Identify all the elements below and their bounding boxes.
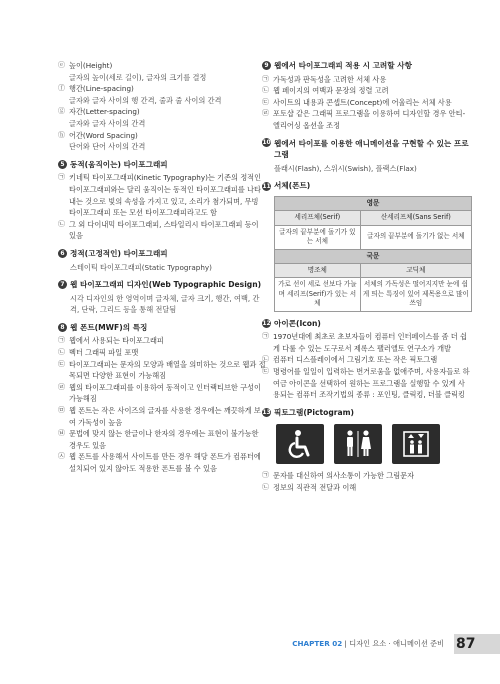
intro-item <box>58 83 266 106</box>
item-marker: ㉤ <box>58 406 65 415</box>
section-heading <box>262 318 470 330</box>
item-marker: ㉠ <box>262 471 269 480</box>
item-marker: ㉡ <box>262 86 269 95</box>
table-column-header: 산세리프체(Sans Serif) <box>360 211 471 225</box>
intro-item <box>58 106 266 129</box>
item-marker: ㉡ <box>262 355 269 364</box>
item-desc: 글자의 높이(세로 길이), 글자의 크기를 결정 <box>69 72 207 82</box>
item-marker: ㉦ <box>58 452 65 461</box>
list-item <box>262 85 470 97</box>
list-item <box>58 347 266 359</box>
section-title: 웹 폰트(MWF)의 특징 <box>70 322 148 332</box>
section-text: 플래시(Flash), 스위시(Swish), 플랙스(Flax) <box>274 163 417 173</box>
item-desc: 글자와 글자 사이의 간격 <box>69 118 146 128</box>
item-text: 명령어를 일일이 입력하는 번거로움을 없애주며, 사용자들로 하여금 아이콘을 선택하여 원하는 프로그램을 실행할 수 있게 사용되는 컴퓨터 조작기법의 종류 : 포인팅, 클릭킹, 더블 클릭킹 <box>273 366 470 400</box>
section-number-badge: 11 <box>262 182 271 190</box>
item-marker: ㉠ <box>58 173 65 182</box>
section-heading <box>262 180 470 192</box>
list-item <box>262 366 470 401</box>
list-item <box>262 108 470 131</box>
item-text: 키네틱 타이포그래피(Kinetic Typography)는 기존의 정적인 타이포그래피와는 달리 움직이는 동적인 타이포그래피를 나타내는 것으로 빛의 속성을 가지고 있고, 소리가 첨가되며, 무빙 타이포그래피 또는 모션 타이포그래피라고도 함 <box>69 173 262 218</box>
list-item <box>58 172 266 218</box>
table-cell: 서체의 가독성은 떨어지지만 눈에 쉽게 띄는 특징이 있어 제목용으로 많이 쓰임 <box>360 278 471 311</box>
item-marker: ㉡ <box>58 348 65 357</box>
left-column <box>58 60 266 475</box>
item-marker: ⓔ <box>58 61 65 69</box>
section-title: 웹에서 타이포그래피 적용 시 고려할 사항 <box>274 61 412 70</box>
section-heading <box>262 60 470 72</box>
item-text: 컴퓨터 디스플레이에서 그림기호 또는 작은 픽토그램 <box>273 355 438 365</box>
item-text: 사이트의 내용과 콘셉트(Concept)에 어울리는 서체 사용 <box>273 97 452 107</box>
section-number-badge: 9 <box>262 61 271 70</box>
page-number: 87 <box>456 636 476 652</box>
section-number-badge: 10 <box>262 138 271 146</box>
item-marker: ㉠ <box>262 332 269 341</box>
item-text: 정보의 직관적 전달과 이해 <box>273 482 357 492</box>
item-marker: ㉢ <box>58 359 65 368</box>
section-title: 아이콘(Icon) <box>274 318 321 328</box>
list-item <box>262 354 470 366</box>
list-item <box>58 405 266 428</box>
section-text: 시각 디자인의 한 영역이며 글자체, 글자 크기, 행간, 여백, 간격, 단락, 그리드 등을 통해 전달됨 <box>70 293 260 315</box>
item-text: 1970년대에 최초로 초보자들이 컴퓨터 인터페이스를 좀 더 쉽게 다룰 수 있는 도구로서 제록스 팰러앨토 연구소가 개발 <box>273 332 467 353</box>
item-marker: ㉣ <box>58 382 65 391</box>
item-marker: ㉥ <box>58 429 65 438</box>
restroom-icon <box>334 424 382 464</box>
item-text: 문자를 대신하여 의사소통이 가능한 그림문자 <box>273 471 415 481</box>
item-marker: ㉠ <box>262 74 269 83</box>
list-item <box>262 470 470 482</box>
item-marker: ㉡ <box>262 482 269 491</box>
section-text: 스테이틱 타이포그래피(Static Typography) <box>70 262 212 272</box>
item-text: 웹의 타이포그래피를 이용하여 동적이고 인터랙티브한 구성이 가능해짐 <box>69 382 261 404</box>
right-column <box>262 60 470 494</box>
list-item <box>262 482 470 494</box>
section-heading <box>58 248 266 260</box>
section-title: 동적(움직이는) 타이포그래피 <box>70 159 168 169</box>
running-footer <box>292 638 444 650</box>
item-marker: ⓖ <box>58 107 65 116</box>
section-title: 웹에서 타이포를 이용한 애니메이션을 구현할 수 있는 프로그램 <box>274 138 469 160</box>
item-title: 자간(Letter-spacing) <box>69 107 140 117</box>
list-item <box>58 219 266 242</box>
section-heading <box>262 138 470 161</box>
item-text: 웹 폰트는 작은 사이즈의 글자를 사용한 경우에는 깨끗하게 보여 가독성이 높음 <box>69 406 261 427</box>
section-heading <box>58 322 266 334</box>
list-item <box>262 331 470 354</box>
item-text: 포토샵 같은 그래픽 프로그램을 이용하여 디자인할 경우 안티-엘리어싱 옵션을 조정 <box>273 109 466 130</box>
list-item <box>58 428 266 451</box>
item-title: 어간(Word Spacing) <box>69 130 138 140</box>
section-title: 서체(폰트) <box>274 181 311 191</box>
item-marker: ㉠ <box>58 336 65 345</box>
list-item <box>58 382 266 405</box>
item-text: 웹 페이지의 여백과 문장의 정렬 고려 <box>273 86 389 96</box>
page-footer <box>0 634 500 654</box>
section-title: 웹 타이포그래피 디자인(Web Typographic Design) <box>70 280 262 290</box>
section-number-badge: 13 <box>262 409 271 417</box>
table-category-header: 영문 <box>275 196 472 210</box>
item-text: 가독성과 판독성을 고려한 서체 사용 <box>273 74 387 84</box>
item-text: 그 외 다이내믹 타이포그래피, 스타일리시 타이포그래피 등이 있음 <box>69 219 259 241</box>
table-cell: 가로 선이 세로 선보다 가늘며 세리프(Serif)가 있는 서체 <box>275 278 361 311</box>
item-text: 웹 폰트를 사용해서 사이트를 만든 경우 해당 폰트가 컴퓨터에 설치되어 있지 않아도 적용한 폰트를 볼 수 있음 <box>69 452 261 473</box>
item-desc: 글자와 글자 사이의 행 간격, 줄과 줄 사이의 간격 <box>69 95 222 105</box>
item-marker: ⓕ <box>58 84 65 93</box>
list-item <box>262 74 470 86</box>
intro-item <box>58 60 266 83</box>
pictogram-examples <box>276 424 470 464</box>
table-cell: 글자의 끝부분에 돌기가 있는 서체 <box>275 225 361 249</box>
font-comparison-table <box>274 196 472 312</box>
table-column-header: 세리프체(Serif) <box>275 211 361 225</box>
chapter-label: CHAPTER 02 <box>292 639 343 648</box>
table-column-header: 고딕체 <box>360 263 471 277</box>
section-heading <box>58 159 266 171</box>
item-marker: ⓗ <box>58 130 65 139</box>
section-number-badge: 8 <box>58 323 67 332</box>
table-cell: 글자의 끝부분에 돌기가 없는 서체 <box>360 225 471 249</box>
list-item <box>58 451 266 474</box>
table-category-header: 국문 <box>275 249 472 263</box>
section-title: 정적(고정적인) 타이포그래피 <box>70 248 168 258</box>
table-column-header: 명조체 <box>275 263 361 277</box>
item-marker: ㉡ <box>58 219 65 228</box>
section-label: 디자인 요소 · 애니메이션 준비 <box>349 639 444 648</box>
list-item <box>58 335 266 347</box>
item-text: 타이포그래피는 문자의 모양과 배열을 의미하는 것으로 웹과 접목되면 다양한 표현이 가능해짐 <box>69 359 266 381</box>
item-text: 웹에서 사용되는 타이포그래피 <box>69 336 164 346</box>
list-item <box>58 359 266 382</box>
list-item <box>262 97 470 109</box>
item-desc: 단어와 단어 사이의 간격 <box>69 142 146 152</box>
item-title: 행간(Line-spacing) <box>69 84 134 94</box>
elevator-icon <box>392 424 440 464</box>
item-marker: ㉢ <box>262 97 269 106</box>
item-marker: ㉢ <box>262 366 269 375</box>
section-heading <box>262 407 470 419</box>
section-number-badge: 5 <box>58 160 67 169</box>
item-text: 벡터 그래픽 파일 포맷 <box>69 348 139 358</box>
section-number-badge: 7 <box>58 280 67 289</box>
item-text: 문법에 맞지 않는 한글이나 한자의 경우에는 표현이 불가능한 경우도 있음 <box>69 429 259 450</box>
intro-item <box>58 130 266 153</box>
section-title: 픽토그램(Pictogram) <box>274 407 355 417</box>
footer-separator: | <box>342 639 350 648</box>
section-number-badge: 12 <box>262 319 271 327</box>
item-title: 높이(Height) <box>69 61 113 70</box>
wheelchair-icon <box>276 424 324 464</box>
section-heading <box>58 279 266 291</box>
section-number-badge: 6 <box>58 249 67 258</box>
item-marker: ㉣ <box>262 109 269 118</box>
